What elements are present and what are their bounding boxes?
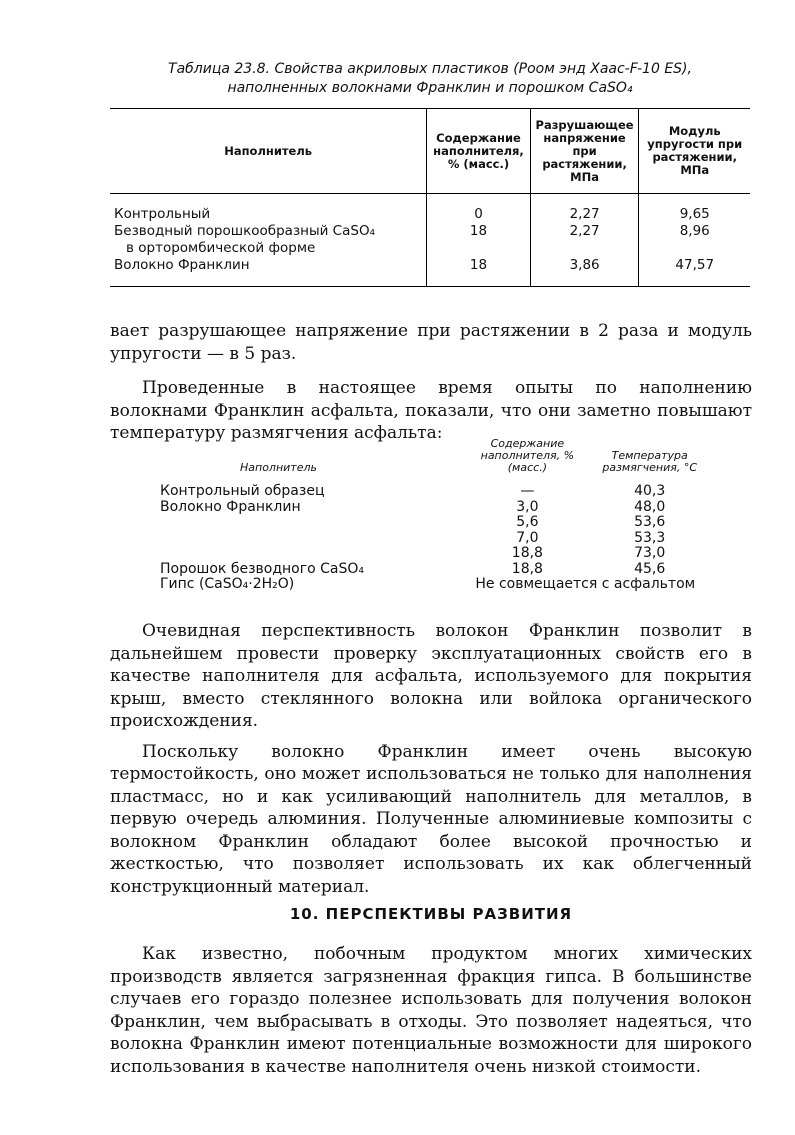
cell-temperature: 45,6 bbox=[634, 560, 666, 577]
cell-modulus: 9,65 bbox=[639, 194, 750, 224]
cell-strength: 2,27 bbox=[530, 194, 639, 224]
table-row bbox=[110, 240, 750, 257]
paragraph-block-2 bbox=[110, 620, 752, 898]
cell-strength: 3,86 bbox=[530, 257, 639, 287]
paragraph: Как известно, побочным продуктом многих химических производств является загрязненная фракция гипса. В большинстве случаев его гораздо полезнее использовать для получения волокон Франклин, чем выбрасывать в отходы. Это позволяет надеяться, что волокна Франклин имеют потенциальные возможности для широкого использования в качестве наполнителя очень низкой стоимости. bbox=[110, 944, 752, 1077]
cell-content bbox=[427, 240, 530, 257]
header-strength: Разрушающее напряжение при растяжении, МПа bbox=[530, 109, 639, 194]
cell-content: — bbox=[520, 483, 535, 499]
table-row bbox=[160, 562, 720, 578]
table-row bbox=[160, 484, 720, 500]
cell-content: 18 bbox=[427, 257, 530, 287]
cell-content: 18,8 bbox=[511, 545, 543, 561]
cell-modulus: 8,96 bbox=[639, 223, 750, 240]
cell-modulus: 47,57 bbox=[639, 257, 750, 287]
cell-filler bbox=[160, 515, 475, 531]
cell-filler: Волокно Франклин bbox=[160, 498, 301, 515]
cell-content: 5,6 bbox=[516, 514, 539, 530]
paragraph: Очевидная перспективность волокон Франклин позволит в дальнейшем провести проверку эксплуатационных свойств его в качестве наполнителя для асфальта, используемого для покрытия крыш, вместо стеклянного волокна или войлока органического происхождения. bbox=[110, 621, 752, 731]
cell-modulus bbox=[639, 240, 750, 257]
cell-filler bbox=[160, 546, 475, 562]
cell-filler: Контрольный bbox=[114, 206, 211, 222]
paragraph-block-3 bbox=[110, 943, 752, 1078]
cell-note: Не совмещается с асфальтом bbox=[475, 576, 696, 592]
table-row bbox=[160, 515, 720, 531]
header-filler: Наполнитель bbox=[240, 461, 317, 474]
table-row bbox=[110, 194, 750, 224]
table-row bbox=[110, 257, 750, 287]
cell-filler: Волокно Франклин bbox=[110, 257, 427, 287]
acrylic-properties-table bbox=[110, 108, 750, 287]
table-row bbox=[160, 531, 720, 547]
cell-temperature: 53,6 bbox=[634, 514, 666, 530]
header-temperature: Температура размягчения, °С bbox=[602, 449, 698, 474]
cell-temperature: 53,3 bbox=[634, 529, 666, 546]
cell-filler: Контрольный образец bbox=[160, 483, 325, 499]
cell-temperature: 73,0 bbox=[634, 545, 666, 561]
cell-temperature: 40,3 bbox=[634, 483, 666, 499]
table-row bbox=[110, 223, 750, 240]
cell-content: 18 bbox=[427, 223, 530, 240]
header-content: Содержание наполнителя, % (масс.) bbox=[480, 437, 575, 474]
cell-content: 3,0 bbox=[516, 498, 539, 515]
table-row bbox=[160, 500, 720, 516]
paragraph-block-1 bbox=[110, 320, 752, 445]
caption-line-2: наполненных волокнами Франклин и порошком CaSO₄ bbox=[227, 80, 633, 96]
section-heading: 10. ПЕРСПЕКТИВЫ РАЗВИТИЯ bbox=[289, 905, 573, 923]
cell-filler: в орторомбической форме bbox=[126, 240, 316, 256]
cell-content: 7,0 bbox=[516, 529, 539, 546]
cell-filler: Безводный порошкообразный CaSO₄ bbox=[114, 223, 375, 239]
cell-content: 18,8 bbox=[511, 560, 543, 577]
table-row bbox=[160, 577, 720, 593]
paragraph: Поскольку волокно Франклин имеет очень высокую термостойкость, оно может использоваться не только для наполнения пластмасс, но и как усиливающий наполнитель для металлов, в первую очередь алюминия. Полученные алюминиевые композиты с волокном Франклин обладают более высокой прочностью и жесткостью, что позволяет использовать их как облегченный конструкционный материал. bbox=[110, 741, 752, 897]
header-modulus: Модуль упругости при растяжении, МПа bbox=[639, 109, 750, 194]
cell-filler: Порошок безводного CaSO₄ bbox=[160, 560, 364, 577]
header-content: Содержание наполнителя, % (масс.) bbox=[427, 109, 530, 194]
asphalt-softening-table bbox=[160, 437, 720, 593]
cell-strength bbox=[530, 240, 639, 257]
table-caption bbox=[110, 60, 750, 98]
cell-filler: Гипс (CaSO₄·2H₂O) bbox=[160, 576, 295, 592]
cell-temperature: 48,0 bbox=[634, 498, 666, 515]
cell-strength: 2,27 bbox=[530, 223, 639, 240]
paragraph: Проведенные в настоящее время опыты по наполнению волокнами Франклин асфальта, показали, что они заметно повышают температуру размягчения асфальта: bbox=[110, 378, 752, 443]
paragraph: вает разрушающее напряжение при растяжении в 2 раза и модуль упругости — в 5 раз. bbox=[110, 321, 752, 364]
header-filler: Наполнитель bbox=[110, 109, 427, 194]
table-row bbox=[160, 546, 720, 562]
cell-filler bbox=[160, 531, 475, 547]
caption-line-1: Таблица 23.8. Свойства акриловых пластиков (Роом энд Хаас-F-10 ES), bbox=[168, 61, 692, 77]
cell-content: 0 bbox=[427, 194, 530, 224]
